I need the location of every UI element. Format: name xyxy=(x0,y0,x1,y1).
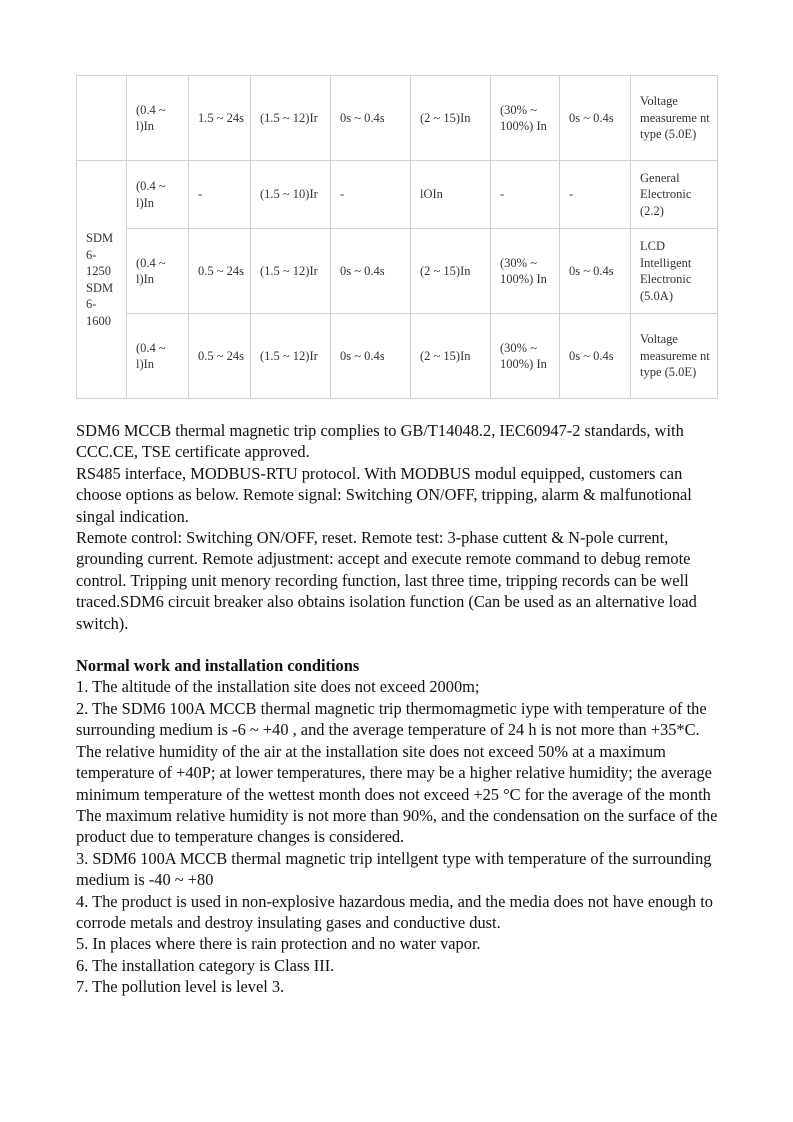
table-cell: lOIn xyxy=(411,161,491,229)
table-cell: (2 ~ 15)In xyxy=(411,76,491,161)
table-cell: (2 ~ 15)In xyxy=(411,314,491,399)
model-cell xyxy=(77,76,127,161)
table-cell: (1.5 ~ 12)Ir xyxy=(251,314,331,399)
table-cell: 0s ~ 0.4s xyxy=(560,229,631,314)
list-item: 5. In places where there is rain protection and no water vapor. xyxy=(76,934,481,954)
table-cell: 0s ~ 0.4s xyxy=(560,314,631,399)
standards-paragraph: SDM6 MCCB thermal magnetic trip complies to GB/T14048.2, IEC60947-2 standards, with CCC.CE, TSE certificate approved. xyxy=(76,421,684,462)
table-cell: 1.5 ~ 24s xyxy=(189,76,251,161)
list-item: 6. The installation category is Class III. xyxy=(76,955,335,975)
table-cell: (0.4 ~ l)In xyxy=(127,76,189,161)
section-heading: Normal work and installation conditions xyxy=(76,656,360,676)
table-cell: (1.5 ~ 10)Ir xyxy=(251,161,331,229)
table-cell: - xyxy=(189,161,251,229)
table-cell: - xyxy=(491,161,560,229)
list-item: 7. The pollution level is level 3. xyxy=(76,977,285,997)
table-cell: (30% ~ 100%) In xyxy=(491,314,560,399)
list-item: 2. The SDM6 100A MCCB thermal magnetic trip thermomagmetic iype with temperature of the surrounding medium is -6 ~ +40 , and the average temperature of 24 h is not more than +35*C. The relative humidity of the air at the installation site does not exceed 50% at a maximum temperature of +40P; at lower temperatures, there may be a higher relative humidity; the average minimum temperature of the wettest month does not exceed +25 °C for the average of the month The maximum relative humidity is not more than 90%, and the condensation on the surface of the product due to temperature changes is considered. xyxy=(76,698,718,847)
table-cell: Voltage measureme nt type (5.0E) xyxy=(631,76,718,161)
table-cell: 0s ~ 0.4s xyxy=(560,76,631,161)
list-item: 3. SDM6 100A MCCB thermal magnetic trip intellgent type with temperature of the surrounding medium is -40 ~ +80 xyxy=(76,848,712,890)
table-row xyxy=(77,161,718,229)
table-cell: (0.4 ~ l)In xyxy=(127,161,189,229)
table-row xyxy=(77,229,718,314)
table-cell: General Electronic (2.2) xyxy=(631,161,718,229)
table-cell: 0.5 ~ 24s xyxy=(189,314,251,399)
list-item: 4. The product is used in non-explosive hazardous media, and the media does not have enough to corrode metals and destroy insulating gases and conductive dust. xyxy=(76,891,713,932)
table-cell: (1.5 ~ 12)Ir xyxy=(251,229,331,314)
body-text xyxy=(76,420,721,998)
table-cell: (0.4 ~ l)In xyxy=(127,314,189,399)
table-cell: 0s ~ 0.4s xyxy=(331,229,411,314)
table-cell: (30% ~ 100%) In xyxy=(491,76,560,161)
table-cell: (1.5 ~ 12)Ir xyxy=(251,76,331,161)
table-cell: (0.4 ~ l)In xyxy=(127,229,189,314)
table-cell: 0s ~ 0.4s xyxy=(331,76,411,161)
table-cell: (2 ~ 15)In xyxy=(411,229,491,314)
model-cell: SDM 6- 1250 SDM 6- 1600 xyxy=(77,161,127,399)
table-cell: 0.5 ~ 24s xyxy=(189,229,251,314)
table-cell: Voltage measureme nt type (5.0E) xyxy=(631,314,718,399)
modbus-paragraph: RS485 interface, MODBUS-RTU protocol. With MODBUS modul equipped, customers can choose options as below. Remote signal: Switching ON/OFF, tripping, alarm & malfunotional singal indication. xyxy=(76,463,692,526)
table-cell: 0s ~ 0.4s xyxy=(331,314,411,399)
table-row xyxy=(77,76,718,161)
trip-unit-spec-table xyxy=(76,75,718,399)
list-item: 1. The altitude of the installation site does not exceed 2000m; xyxy=(76,677,480,697)
table-cell: LCD Intelligent Electronic (5.0A) xyxy=(631,229,718,314)
table-cell: (30% ~ 100%) In xyxy=(491,229,560,314)
table-cell: - xyxy=(331,161,411,229)
table-cell: - xyxy=(560,161,631,229)
table-row xyxy=(77,314,718,399)
remote-control-paragraph: Remote control: Switching ON/OFF, reset. Remote test: 3-phase cuttent & N-pole current, grounding current. Remote adjustment: accept and execute remote command to debug remote control. Tripping unit menory recording function, last three time, tripping records can be well traced.SDM6 circuit breaker also obtains isolation function (Can be used as an alternative load switch). xyxy=(76,528,697,633)
